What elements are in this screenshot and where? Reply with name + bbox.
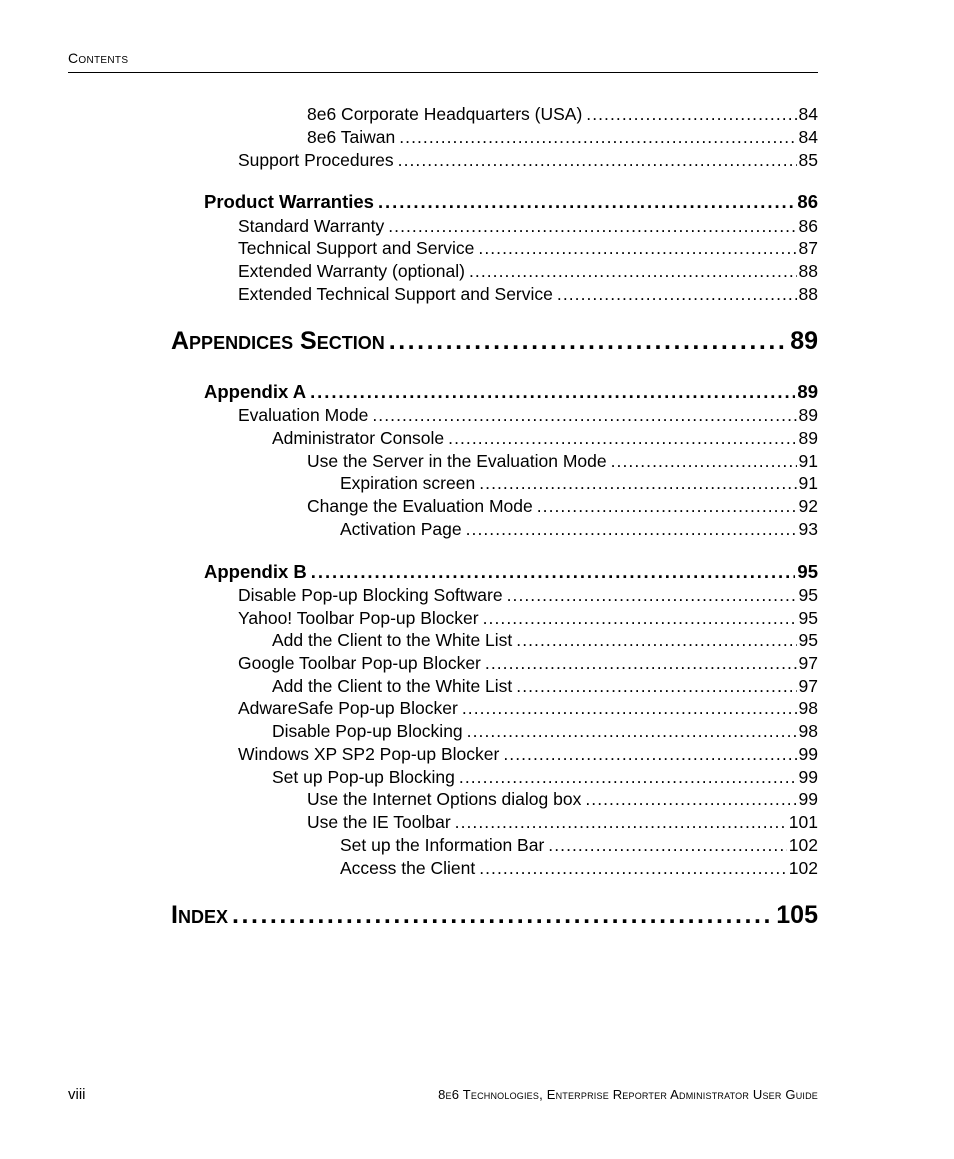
toc-entry-label: Google Toolbar Pop-up Blocker [238,653,481,673]
toc-entry-page: 84 [798,127,818,147]
toc-entry-page: 102 [788,835,818,855]
toc-entry[interactable] [238,608,818,629]
toc-entry-page: 98 [798,721,818,741]
toc-section-entry[interactable] [171,901,818,930]
toc-section-entry[interactable] [171,327,818,356]
header-title: Contents [68,50,129,66]
toc-entry[interactable] [238,261,818,282]
toc-entry-page: 93 [798,519,818,539]
toc-entry-label: Set up Pop-up Blocking [272,767,455,787]
toc-entry-page: 89 [798,428,818,448]
toc-entry-label: Set up the Information Bar [340,835,545,855]
toc-entry-label: Windows XP SP2 Pop-up Blocker [238,744,500,764]
footer-page-number: viii [68,1086,86,1103]
toc-entry[interactable] [340,835,818,856]
toc-entry-page: 95 [798,630,818,650]
toc-entry-page: 89 [790,327,818,355]
toc-entry[interactable] [238,150,818,171]
toc-entry-label: Extended Technical Support and Service [238,284,553,304]
toc-entry[interactable] [340,858,818,879]
page-header [68,50,818,73]
toc-entry-page: 92 [798,496,818,516]
toc-entry[interactable] [238,585,818,606]
toc-entry[interactable] [307,127,818,148]
toc-entry[interactable] [238,744,818,765]
toc-entry-page: 89 [798,405,818,425]
toc-entry[interactable] [272,676,818,697]
toc-entry-label: Administrator Console [272,428,445,448]
toc-entry-page: 86 [798,216,818,236]
toc-entry-page: 87 [798,238,818,258]
toc-entry-label: Disable Pop-up Blocking [272,721,463,741]
toc-entry-label: Use the IE Toolbar [307,812,451,832]
toc-entry[interactable] [307,451,818,472]
toc-chapter-entry[interactable] [204,191,818,213]
toc-entry-page: 99 [798,789,818,809]
toc-entry-label: Appendix A [204,381,307,402]
toc-entry-label: Standard Warranty [238,216,385,236]
toc-entry-page: 86 [797,191,818,212]
toc-entry-page: 97 [798,653,818,673]
toc-entry[interactable] [238,653,818,674]
toc-entry-page: 97 [798,676,818,696]
toc-entry-label: Support Procedures [238,150,394,170]
toc-entry-label: Extended Warranty (optional) [238,261,465,281]
toc-entry-label: Appendix B [204,561,307,582]
toc-entry[interactable] [238,216,818,237]
toc-entry-label: Add the Client to the White List [272,676,513,696]
toc-entry-page: 99 [798,767,818,787]
toc-entry-page: 98 [798,698,818,718]
footer-guide-title: 8e6 Technologies, Enterprise Reporter Administrator User Guide [438,1087,818,1102]
toc-entry[interactable] [238,284,818,305]
toc-entry-page: 88 [798,261,818,281]
toc-entry[interactable] [307,104,818,125]
toc-entry[interactable] [340,473,818,494]
toc-entry[interactable] [340,519,818,540]
toc-entry-label: Activation Page [340,519,462,539]
toc-entry-page: 89 [797,381,818,402]
toc-entry[interactable] [307,812,818,833]
toc-entry[interactable] [238,405,818,426]
toc-entry-label: Expiration screen [340,473,476,493]
toc-entry-label: Use the Internet Options dialog box [307,789,582,809]
toc-entry-label: Disable Pop-up Blocking Software [238,585,503,605]
toc-entry[interactable] [238,238,818,259]
toc-chapter-entry[interactable] [204,381,818,403]
toc-entry[interactable] [307,496,818,517]
toc-entry-page: 101 [788,812,818,832]
toc-entry[interactable] [238,698,818,719]
toc-entry-page: 102 [788,858,818,878]
toc-entry[interactable] [307,789,818,810]
toc-entry-label: Evaluation Mode [238,405,369,425]
toc-entry-label: Use the Server in the Evaluation Mode [307,451,607,471]
toc-entry[interactable] [272,630,818,651]
toc-entry-page: 91 [798,451,818,471]
toc-entry-label: 8e6 Taiwan [307,127,396,147]
toc-entry-page: 84 [798,104,818,124]
toc-entry-page: 105 [776,901,818,929]
toc-entry-page: 85 [798,150,818,170]
toc-entry-label: Add the Client to the White List [272,630,513,650]
toc-entry-label: Access the Client [340,858,476,878]
toc-entry-page: 95 [797,561,818,582]
toc-entry-label: Technical Support and Service [238,238,475,258]
toc-section-label: Appendices Section [171,327,385,355]
toc-entry-label: Yahoo! Toolbar Pop-up Blocker [238,608,479,628]
toc-entry-page: 88 [798,284,818,304]
toc-entry-label: AdwareSafe Pop-up Blocker [238,698,458,718]
toc-entry[interactable] [272,428,818,449]
toc-entry-label: Change the Evaluation Mode [307,496,533,516]
toc-entry-page: 95 [798,585,818,605]
toc-entry[interactable] [272,721,818,742]
toc-entry-label: 8e6 Corporate Headquarters (USA) [307,104,583,124]
toc-entry-page: 91 [798,473,818,493]
toc-entry[interactable] [272,767,818,788]
toc-chapter-entry[interactable] [204,561,818,583]
toc-section-label: Index [171,901,228,929]
toc-entry-label: Product Warranties [204,191,374,212]
toc-entry-page: 99 [798,744,818,764]
toc-entry-page: 95 [798,608,818,628]
